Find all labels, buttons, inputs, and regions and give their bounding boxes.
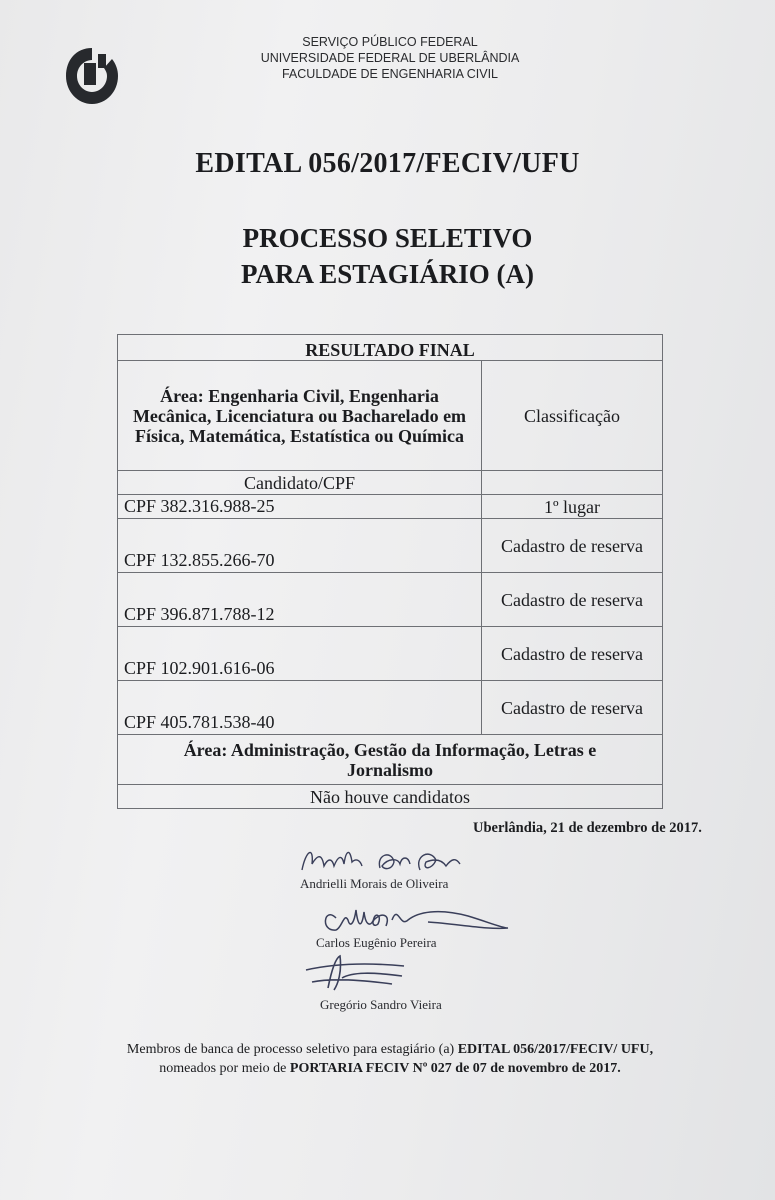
header-line-1: SERVIÇO PÚBLICO FEDERAL	[302, 35, 478, 49]
footer-text-2: nomeados por meio de	[159, 1061, 290, 1076]
signature-1-icon	[296, 840, 476, 878]
footer-line-2	[40, 1059, 740, 1078]
signature-3-name: Gregório Sandro Vieira	[320, 997, 442, 1012]
candidato-label: Candidato/CPF	[118, 471, 482, 495]
footer-line-1	[40, 1040, 740, 1059]
result-cell: Cadastro de reserva	[482, 627, 663, 681]
document-title: EDITAL 056/2017/FECIV/UFU	[195, 148, 580, 179]
footer-note	[40, 1040, 740, 1078]
footer-edital-ref: EDITAL 056/2017/FECIV/ UFU,	[457, 1042, 654, 1057]
no-candidates-row	[118, 785, 663, 809]
cpf-cell: CPF 382.316.988-25	[118, 495, 482, 519]
header-line-2: UNIVERSIDADE FEDERAL DE UBERLÂNDIA	[260, 51, 520, 65]
result-cell: Cadastro de reserva	[482, 681, 663, 735]
table-heading-row	[118, 335, 663, 361]
table-row	[118, 495, 663, 519]
area2-label: Área: Administração, Gestão da Informação, Letras e Jornalismo	[118, 735, 663, 785]
classificacao-label: Classificação	[482, 361, 663, 471]
institution-header	[230, 34, 550, 82]
area-row	[118, 361, 663, 471]
footer-portaria-ref: PORTARIA FECIV Nº 027 de 07 de novembro de 2017.	[289, 1061, 621, 1076]
cpf-cell: CPF 405.781.538-40	[118, 681, 482, 735]
result-cell: 1º lugar	[482, 495, 663, 519]
place-date: Uberlândia, 21 de dezembro de 2017.	[473, 820, 702, 836]
result-cell: Cadastro de reserva	[482, 573, 663, 627]
header-line-3: FACULDADE DE ENGENHARIA CIVIL	[281, 67, 499, 81]
results-table	[117, 334, 663, 809]
subtitle-line-1: PROCESSO SELETIVO	[242, 223, 533, 253]
signature-1-name: Andrielli Morais de Oliveira	[300, 876, 449, 891]
no-candidates-text: Não houve candidatos	[118, 785, 663, 809]
signature-3-icon	[292, 948, 422, 998]
cpf-cell: CPF 102.901.616-06	[118, 627, 482, 681]
table-row	[118, 627, 663, 681]
table-row	[118, 681, 663, 735]
result-cell: Cadastro de reserva	[482, 519, 663, 573]
table-heading: RESULTADO FINAL	[118, 335, 663, 361]
area1-label: Área: Engenharia Civil, Engenharia Mecânica, Licenciatura ou Bacharelado em Física, Matemática, Estatística ou Química	[118, 361, 482, 471]
table-row	[118, 573, 663, 627]
candidate-header-row	[118, 471, 663, 495]
document-subtitle	[0, 220, 775, 292]
table-row	[118, 519, 663, 573]
area2-row	[118, 735, 663, 785]
footer-text-1: Membros de banca de processo seletivo para estagiário (a)	[126, 1042, 458, 1057]
cpf-cell: CPF 132.855.266-70	[118, 519, 482, 573]
signature-2-name: Carlos Eugênio Pereira	[316, 935, 437, 950]
university-logo-icon	[62, 46, 122, 108]
cpf-cell: CPF 396.871.788-12	[118, 573, 482, 627]
subtitle-line-2: PARA ESTAGIÁRIO (A)	[240, 259, 535, 289]
